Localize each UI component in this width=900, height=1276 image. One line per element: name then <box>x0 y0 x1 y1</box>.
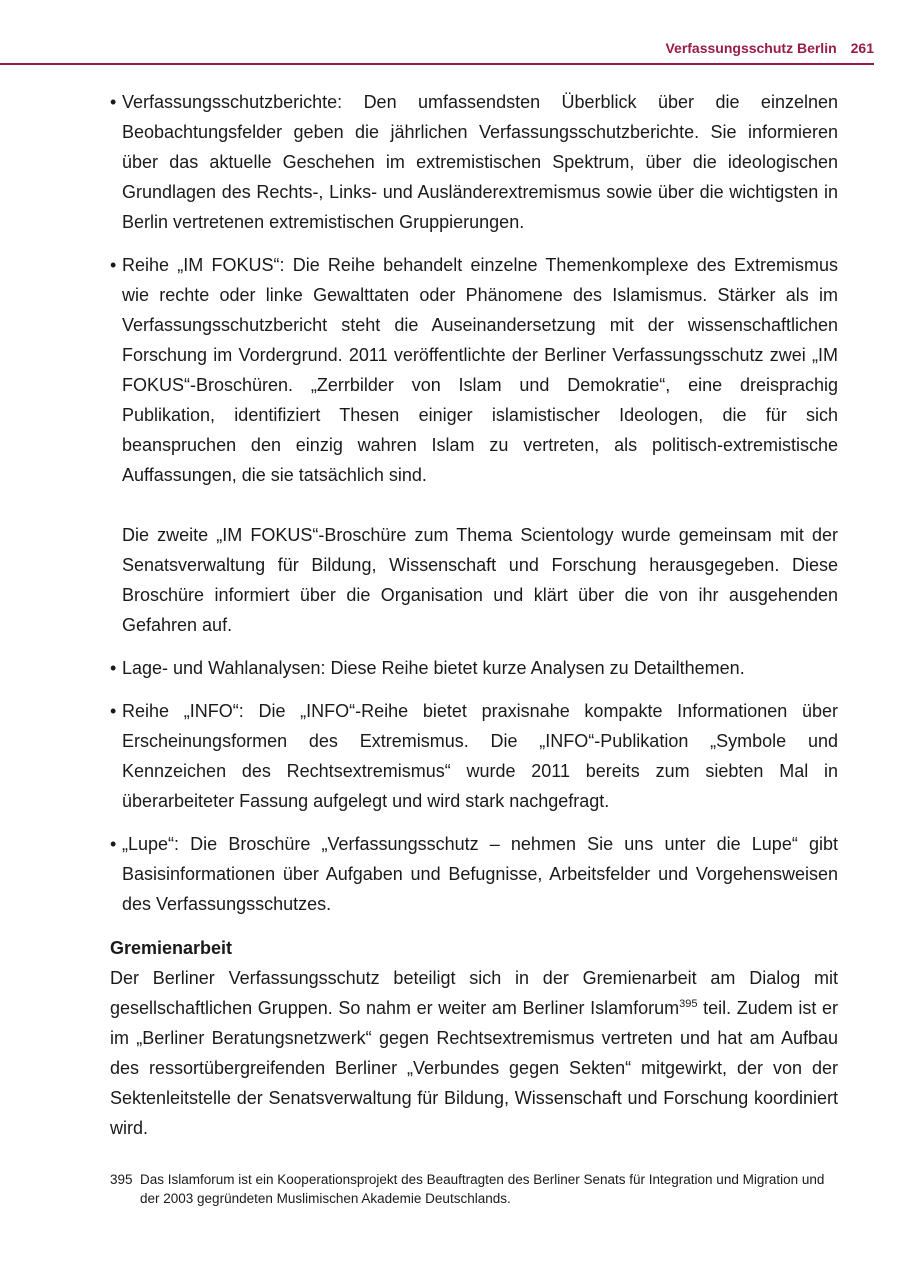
gremienarbeit-paragraph <box>110 963 838 1143</box>
bullet-paragraph: • Verfassungsschutzberichte: Den umfassendsten Überblick über die einzelnen Beobachtungsfelder geben die jährlichen Verfassungsschutzberichte. Sie informieren über das aktuelle Geschehen im extremistischen Spektrum, über die ideologischen Grundlagen des Rechts-, Links- und Ausländerextremismus sowie über die wichtigsten in Berlin vertretenen extremistischen Gruppierungen. <box>122 92 838 232</box>
section-heading-gremienarbeit: Gremienarbeit <box>110 938 233 958</box>
bullet-paragraph: • Reihe „INFO“: Die „INFO“-Reihe bietet praxisnahe kompakte Informationen über Erscheinungsformen des Extremismus. Die „INFO“-Publikation „Symbole und Kennzeichen des Rechtsextremismus“ wurde 2011 bereits zum siebten Mal in überarbeiteter Fassung aufgelegt und wird stark nachgefragt. <box>122 701 838 811</box>
bullet-paragraph: • Reihe „IM FOKUS“: Die Reihe behandelt einzelne Themenkomplexe des Extremismus wie rechte oder linke Gewalttaten oder Phänomene des Islamismus. Stärker als im Verfassungsschutzbericht steht die Auseinandersetzung mit der wissenschaftlichen Forschung im Vordergrund. 2011 veröffentlichte der Berliner Verfassungsschutz zwei „IM FOKUS“-Broschüren. „Zerrbilder von Islam und Demokratie“, eine dreisprachig Publikation, identifiziert Thesen einiger islamistischer Ideologen, die für sich beanspruchen den einzig wahren Islam zu vertreten, als politisch-extremistische Auffassungen, die sie tatsächlich sind. <box>122 255 838 485</box>
footnote-number: 395 <box>110 1172 133 1187</box>
footnote <box>110 1170 838 1208</box>
bullet-lupe <box>110 829 838 919</box>
bullet-paragraph: • Lage- und Wahlanalysen: Diese Reihe bietet kurze Analysen zu Detailthemen. <box>122 658 745 678</box>
paragraph-text: teil. Zudem ist er im „Berliner Beratungsnetzwerk“ gegen Rechtsextremismus vertreten und hat am Aufbau des ressortübergreifenden Berliner „Verbundes gegen Sekten“ mitgewirkt, der von der Sektenleitstelle der Senatsverwaltung für Bildung, Wissenschaft und Forschung koordiniert wird. <box>110 998 839 1138</box>
footnote-reference[interactable]: 395 <box>679 998 698 1010</box>
bullet-info <box>110 696 838 816</box>
footnote-text: Das Islamforum ist ein Kooperationsprojekt des Beauftragten des Berliner Senats für Integration und Migration und der 2003 gegründeten Muslimischen Akademie Deutschlands. <box>140 1172 825 1206</box>
bullet-lage-wahlanalysen <box>110 653 838 683</box>
bullet-im-fokus <box>110 250 838 640</box>
header-rule <box>0 63 874 65</box>
page-number: 261 <box>850 40 874 56</box>
bullet-paragraph: Die zweite „IM FOKUS“-Broschüre zum Thema Scientology wurde gemeinsam mit der Senatsverwaltung für Bildung, Wissenschaft und Forschung herausgegeben. Diese Broschüre informiert über die Organisation und klärt über die von ihr ausgehenden Gefahren auf. <box>122 525 838 635</box>
bullet-paragraph: • „Lupe“: Die Broschüre „Verfassungsschutz – nehmen Sie uns unter die Lupe“ gibt Basisinformationen über Aufgaben und Befugnisse, Arbeitsfelder und Vorgehensweisen des Verfassungsschutzes. <box>122 834 838 914</box>
running-header <box>665 40 874 56</box>
paragraph-text: Der Berliner Verfassungsschutz beteiligt sich in der Gremienarbeit am Dialog mit gesellschaftlichen Gruppen. So nahm er weiter am Berliner Islamforum <box>110 968 838 1018</box>
main-content <box>110 87 838 1143</box>
bullet-verfassungsschutzberichte <box>110 87 838 237</box>
running-header-title: Verfassungsschutz Berlin <box>665 40 837 56</box>
